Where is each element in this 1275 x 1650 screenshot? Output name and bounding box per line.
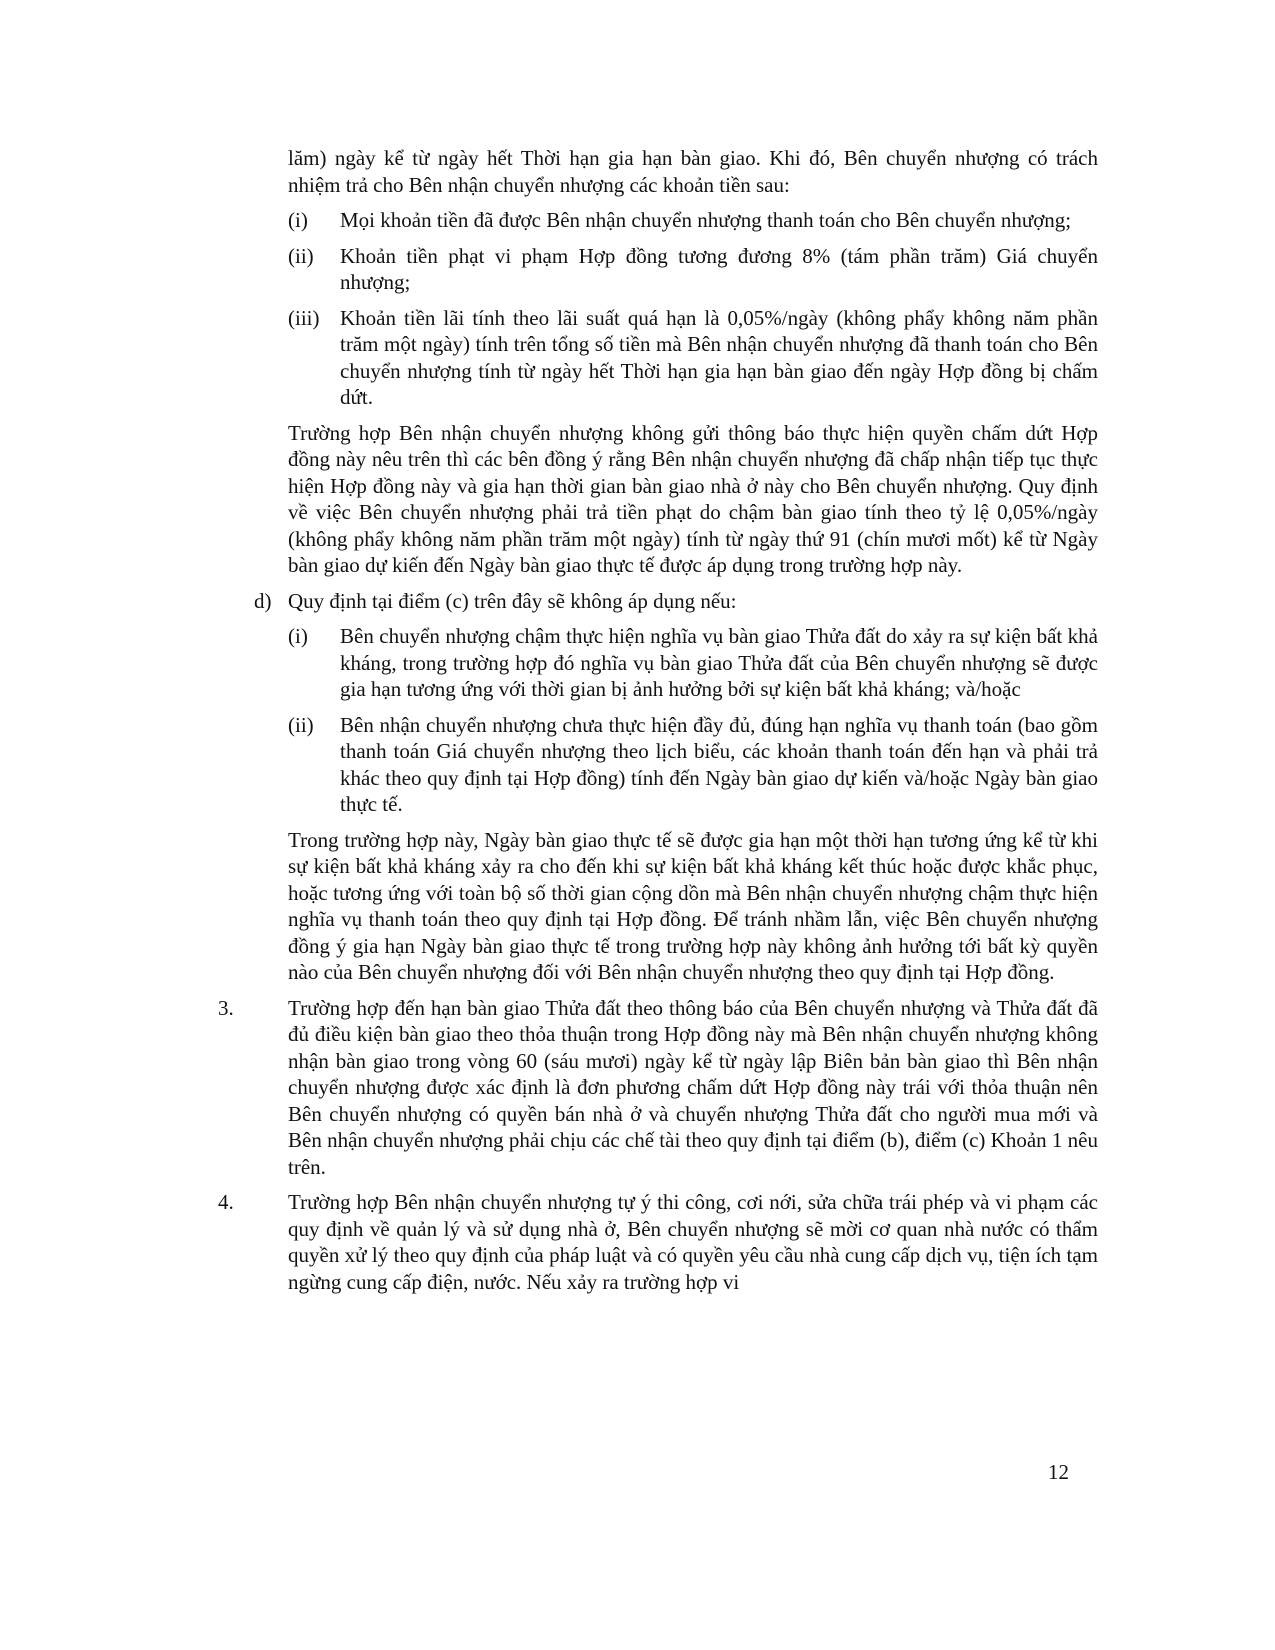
paragraph-d-end: Trong trường hợp này, Ngày bàn giao thực tế sẽ được gia hạn một thời hạn tương ứng kể từ khi sự kiện bất khả kháng xảy ra cho đến khi sự kiện bất khả kháng kết thúc hoặc được khắc phục, hoặc tương ứng với toàn bộ số thời gian cộng dồn mà Bên nhận chuyển nhượng chậm thực hiện nghĩa vụ thanh toán theo quy định tại Hợp đồng. Để tránh nhầm lẫn, việc Bên chuyển nhượng đồng ý gia hạn Ngày bàn giao thực tế trong trường hợp này không ảnh hưởng tới bất kỳ quyền nào của Bên chuyển nhượng đối với Bên nhận chuyển nhượng theo quy định tại Hợp đồng. xyxy=(288,827,1098,984)
list-marker: (ii) xyxy=(288,712,314,737)
item-d-text: Quy định tại điểm (c) trên đây sẽ không áp dụng nếu: xyxy=(288,588,737,613)
intro-paragraph: lăm) ngày kể từ ngày hết Thời hạn gia hạn bàn giao. Khi đó, Bên chuyển nhượng có trách nhiệm trả cho Bên nhận chuyển nhượng các khoản tiền sau: xyxy=(288,146,1098,197)
list-item-d-ii xyxy=(288,712,1098,818)
paragraph-c-end: Trường hợp Bên nhận chuyển nhượng không gửi thông báo thực hiện quyền chấm dứt Hợp đồng này nêu trên thì các bên đồng ý rằng Bên nhận chuyển nhượng đã chấp nhận tiếp tục thực hiện Hợp đồng này và gia hạn thời gian bàn giao nhà ở này cho Bên chuyển nhượng. Quy định về việc Bên chuyển nhượng phải trả tiền phạt do chậm bàn giao tính theo tỷ lệ 0,05%/ngày (không phẩy không năm phần trăm một ngày) tính từ ngày thứ 91 (chín mươi mốt) kể từ Ngày bàn giao dự kiến đến Ngày bàn giao thực tế được áp dụng trong trường hợp này. xyxy=(288,420,1098,577)
list-marker: (ii) xyxy=(288,243,314,268)
page-number: 12 xyxy=(1048,1460,1069,1484)
clause-3 xyxy=(218,995,1098,1181)
item-d-marker: d) xyxy=(254,588,272,613)
list-item-text: Bên chuyển nhượng chậm thực hiện nghĩa vụ bàn giao Thửa đất do xảy ra sự kiện bất khả kháng, trong trường hợp đó nghĩa vụ bàn giao Thửa đất của Bên chuyển nhượng sẽ được gia hạn tương ứng với thời gian bị ảnh hưởng bởi sự kiện bất khả kháng; và/hoặc xyxy=(340,624,1098,701)
clause-text: Trường hợp đến hạn bàn giao Thửa đất theo thông báo của Bên chuyển nhượng và Thửa đất đã đủ điều kiện bàn giao theo thỏa thuận trong Hợp đồng này mà Bên nhận chuyển nhượng không nhận bàn giao trong vòng 60 (sáu mươi) ngày kể từ ngày lập Biên bản bàn giao thì Bên nhận chuyển nhượng được xác định là đơn phương chấm dứt Hợp đồng này trái với thỏa thuận nên Bên chuyển nhượng có quyền bán nhà ở và chuyển nhượng Thửa đất cho người mua mới và Bên nhận chuyển nhượng phải chịu các chế tài theo quy định tại điểm (b), điểm (c) Khoản 1 nêu trên. xyxy=(288,995,1098,1179)
list-item-c-ii xyxy=(288,243,1098,296)
list-item-text: Bên nhận chuyển nhượng chưa thực hiện đầy đủ, đúng hạn nghĩa vụ thanh toán (bao gồm thanh toán Giá chuyển nhượng theo lịch biểu, các khoản thanh toán đến hạn và phải trả khác theo quy định tại Hợp đồng) tính đến Ngày bàn giao dự kiến và/hoặc Ngày bàn giao thực tế. xyxy=(340,712,1098,816)
clause-4 xyxy=(218,1189,1098,1295)
list-marker: (iii) xyxy=(288,305,320,330)
list-item-text: Mọi khoản tiền đã được Bên nhận chuyển nhượng thanh toán cho Bên chuyển nhượng; xyxy=(340,208,1072,232)
list-item-text: Khoản tiền phạt vi phạm Hợp đồng tương đương 8% (tám phần trăm) Giá chuyển nhượng; xyxy=(340,243,1098,294)
item-d xyxy=(254,588,1098,615)
clause-number: 4. xyxy=(218,1190,234,1214)
clause-text: Trường hợp Bên nhận chuyển nhượng tự ý thi công, cơi nới, sửa chữa trái phép và vi phạm các quy định về quản lý và sử dụng nhà ở, Bên chuyển nhượng sẽ mời cơ quan nhà nước có thẩm quyền xử lý theo quy định của pháp luật và có quyền yêu cầu nhà cung cấp dịch vụ, tiện ích tạm ngừng cung cấp điện, nước. Nếu xảy ra trường hợp vi xyxy=(288,1190,1098,1294)
page-body xyxy=(218,145,1098,1304)
list-marker: (i) xyxy=(288,208,308,232)
clause-number: 3. xyxy=(218,995,234,1020)
list-item-c-iii xyxy=(288,305,1098,411)
list-item-d-i xyxy=(288,623,1098,703)
list-marker: (i) xyxy=(288,624,308,648)
list-item-text: Khoản tiền lãi tính theo lãi suất quá hạn là 0,05%/ngày (không phẩy không năm phần trăm một ngày) tính trên tổng số tiền mà Bên nhận chuyển nhượng đã thanh toán cho Bên chuyển nhượng tính từ ngày hết Thời hạn gia hạn bàn giao đến ngày Hợp đồng bị chấm dứt. xyxy=(340,305,1098,409)
list-item-c-i xyxy=(288,207,1098,234)
